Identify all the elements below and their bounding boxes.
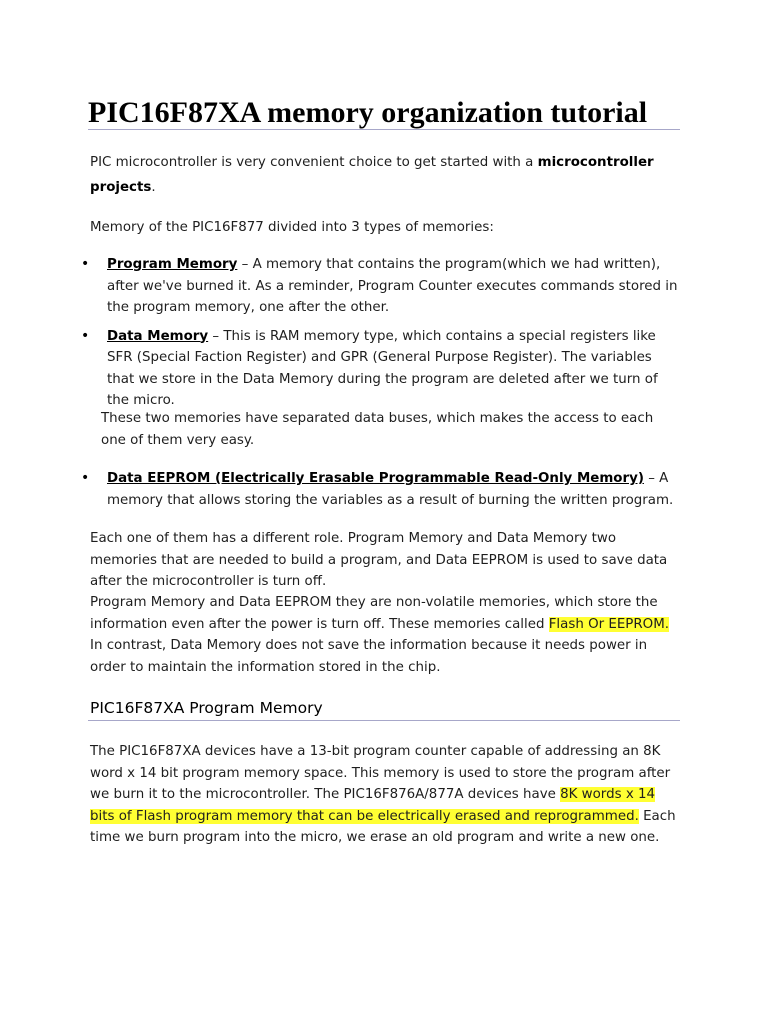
- desc-program-memory: – A memory that contains the program(which we had written), after we've burned it. As a reminder, Program Counter executes commands stored in the program memory, one after the other.: [107, 257, 678, 315]
- term-data-eeprom: Data EEPROM (Electrically Erasable Programmable Read-Only Memory): [107, 471, 644, 486]
- bullet-glyph: •: [81, 256, 90, 272]
- program-memory-paragraph: [90, 741, 680, 849]
- page-title: PIC16F87XA memory organization tutorial: [88, 96, 648, 129]
- intro-end: .: [151, 180, 156, 195]
- highlight-8k-words: 8K words x 14 bits of Flash program memory that can be electrically erased and reprogrammed.: [90, 787, 656, 824]
- list-item-data-memory: [81, 326, 682, 412]
- buses-note: These two memories have separated data buses, which makes the access to each one of them very easy.: [101, 411, 654, 448]
- roles-paragraph-2: [90, 592, 680, 678]
- roles-paragraph-1: Each one of them has a different role. Program Memory and Data Memory two memories that are needed to build a program, and Data EEPROM is used to save data after the microcontroller is turn off.: [90, 531, 668, 589]
- list-item-data-eeprom: [81, 468, 682, 511]
- highlight-flash-eeprom: Flash Or EEPROM.: [548, 616, 670, 632]
- bullet-glyph: •: [81, 327, 90, 344]
- eeprom-list: [81, 468, 682, 511]
- term-data-memory: Data Memory: [107, 328, 209, 344]
- bullet-glyph: •: [81, 470, 90, 486]
- program-memory-text-end: Each time we burn program into the micro, we erase an old program and write a new one.: [90, 808, 676, 845]
- desc-data-memory: – This is RAM memory type, which contains a special registers like SFR (Special Faction Register) and GPR (General Purpose Register). The variables that we store in the Data Memory during the program are deleted after we turn of the micro.: [107, 328, 658, 408]
- program-memory-text-start: The PIC16F87XA devices have a 13-bit program counter capable of addressing an 8K word x 14 bit program memory space. This memory is used to store the program after we burn it to the microcontroller. The PIC16F876A/877A devices have: [90, 744, 671, 802]
- section-divider: [88, 720, 680, 721]
- roles-text-end: In contrast, Data Memory does not save the information because it needs power in order to maintain the information stored in the chip.: [90, 638, 648, 675]
- memory-types-intro: Memory of the PIC16F877 divided into 3 types of memories:: [90, 220, 494, 235]
- intro-text: PIC microcontroller is very convenient choice to get started with a: [90, 155, 538, 170]
- list-item-program-memory: [81, 254, 682, 319]
- roles-text-start: Program Memory and Data EEPROM they are non-volatile memories, which store the information even after the power is turn off. These memories called: [90, 595, 658, 632]
- intro-paragraph: [90, 150, 670, 200]
- section-heading: PIC16F87XA Program Memory: [90, 699, 323, 717]
- intro-bold: microcontroller projects: [90, 155, 654, 195]
- memory-types-list: [81, 254, 682, 412]
- desc-data-eeprom: – A memory that allows storing the variables as a result of burning the written program.: [107, 471, 674, 508]
- title-divider: [88, 129, 680, 130]
- term-program-memory: Program Memory: [107, 257, 238, 272]
